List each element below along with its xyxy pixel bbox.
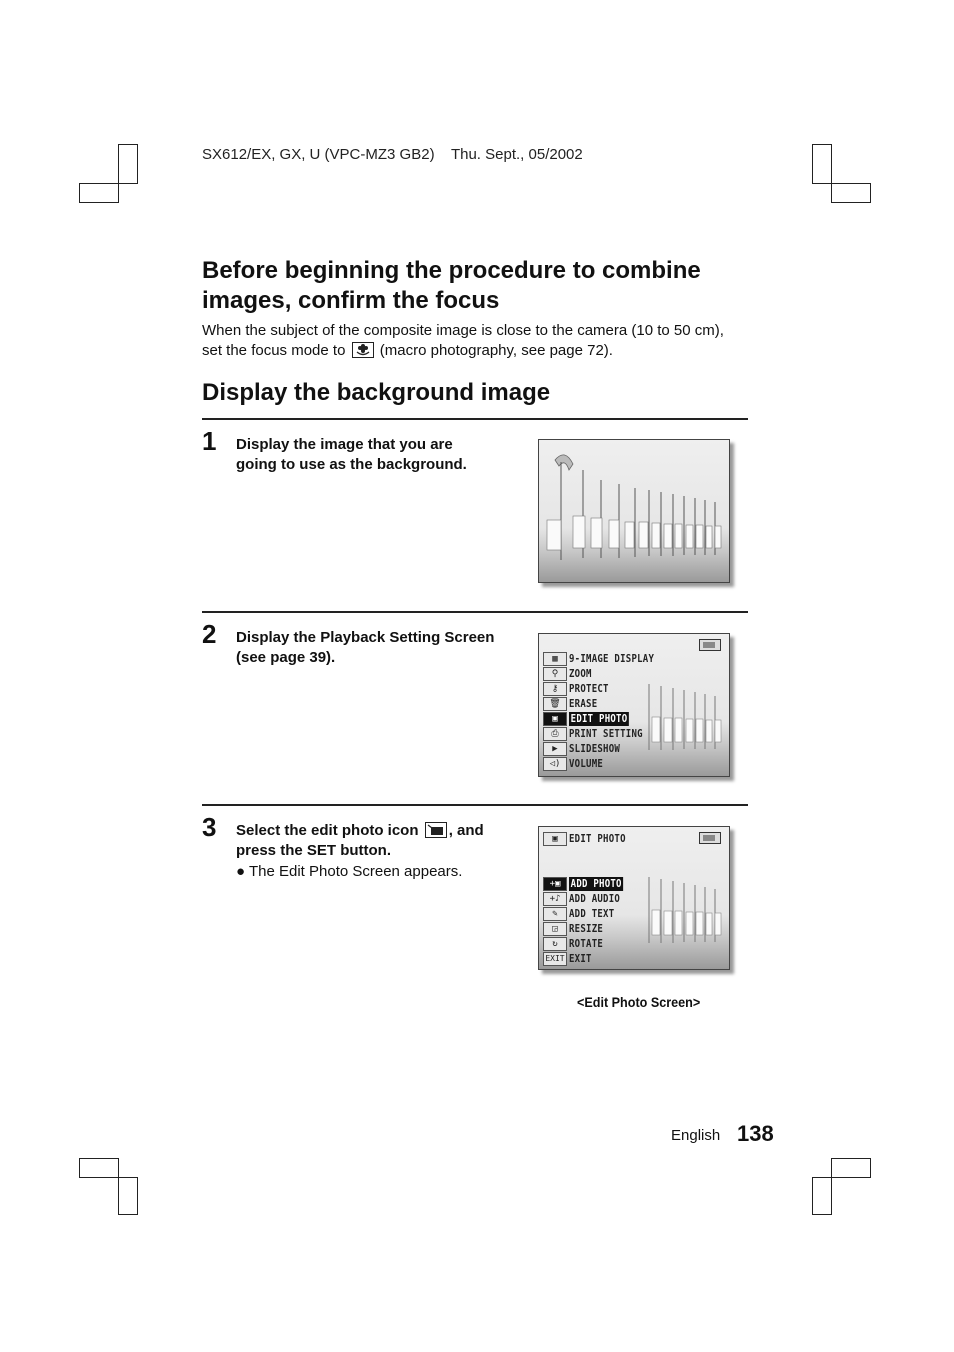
menu-item-label: ROTATE — [569, 937, 604, 950]
battery-icon — [699, 639, 721, 651]
crop-mark — [831, 1158, 871, 1178]
crop-mark — [812, 1177, 832, 1215]
print-header: SX612/EX, GX, U (VPC-MZ3 GB2) Thu. Sept., 05/2002 — [202, 146, 583, 163]
crop-mark — [79, 1158, 119, 1178]
slideshow-icon: ▶ — [543, 742, 567, 756]
menu-item-label: ADD AUDIO — [569, 892, 621, 905]
edit-photo-icon: ▣ — [543, 712, 567, 726]
menu-item-label: PROTECT — [569, 682, 609, 695]
parade-scene — [539, 440, 730, 583]
step-divider — [202, 418, 748, 420]
parade-scene — [539, 827, 730, 970]
trash-icon: 🗑 — [543, 697, 567, 711]
edit-menu-title: EDIT PHOTO — [569, 832, 626, 845]
crop-mark — [831, 183, 871, 203]
speaker-icon: ◁) — [543, 757, 567, 771]
rotate-icon: ↻ — [543, 937, 567, 951]
bullet-dot-icon: ● — [236, 863, 246, 880]
add-text-icon: ✎ — [543, 907, 567, 921]
step-text-end: , and press the SET button. — [236, 822, 484, 859]
step-number: 1 — [202, 426, 217, 456]
subsection-title: Display the background image — [202, 379, 551, 406]
page-number: 138 — [737, 1121, 774, 1146]
intro-text-end: (macro photography, see page 72). — [379, 342, 613, 359]
menu-item-label: ZOOM — [569, 667, 592, 680]
step-number: 2 — [202, 619, 217, 649]
step-divider — [202, 804, 748, 806]
key-icon: ⚷ — [543, 682, 567, 696]
edit-photo-screen — [538, 826, 730, 970]
crop-mark — [118, 1177, 138, 1215]
menu-item-label: SLIDESHOW — [569, 742, 621, 755]
background-image-preview — [538, 439, 730, 583]
intro-paragraph — [202, 321, 732, 361]
print-icon: ⎙ — [543, 727, 567, 741]
menu-item-label: 9-IMAGE DISPLAY — [569, 652, 655, 665]
step-text-start: Select the edit photo icon — [236, 822, 419, 839]
edit-photo-icon: ▣ — [543, 832, 567, 846]
menu-item-label: ADD TEXT — [569, 907, 615, 920]
macro-flower-icon — [352, 342, 374, 358]
intro-text: When the subject of the composite image is close to the camera (10 to 50 cm), set the focus mode to — [202, 322, 724, 359]
menu-item-label: EDIT PHOTO — [570, 712, 628, 725]
step-divider — [202, 611, 748, 613]
menu-item-label: ADD PHOTO — [570, 877, 622, 890]
step-text — [236, 821, 516, 861]
step-text: Display the image that you are going to use as the background. — [236, 436, 467, 473]
bullet-text: The Edit Photo Screen appears. — [248, 863, 463, 880]
menu-item-label: VOLUME — [569, 757, 604, 770]
step-number: 3 — [202, 812, 217, 842]
crop-mark — [79, 183, 119, 203]
add-photo-icon: +▣ — [543, 877, 567, 891]
resize-icon: ◲ — [543, 922, 567, 936]
add-audio-icon: +♪ — [543, 892, 567, 906]
edit-photo-icon — [425, 822, 447, 838]
exit-icon: EXIT — [543, 952, 567, 966]
figure-caption: <Edit Photo Screen> — [577, 994, 701, 1010]
menu-item-label: EXIT — [569, 952, 592, 965]
grid-icon: ▦ — [543, 652, 567, 666]
zoom-icon: ⚲ — [543, 667, 567, 681]
step-text: Display the Playback Setting Screen (see page 39). — [236, 629, 495, 666]
menu-item-label: ERASE — [569, 697, 598, 710]
step-bullet — [236, 862, 462, 882]
crop-mark — [812, 144, 832, 184]
battery-icon — [699, 832, 721, 844]
section-title: Before beginning the procedure to combine images, confirm the focus — [202, 257, 701, 314]
crop-mark — [118, 144, 138, 184]
playback-setting-screen — [538, 633, 730, 777]
menu-item-label: RESIZE — [569, 922, 604, 935]
menu-item-label: PRINT SETTING — [569, 727, 643, 740]
footer-language: English — [671, 1127, 721, 1144]
